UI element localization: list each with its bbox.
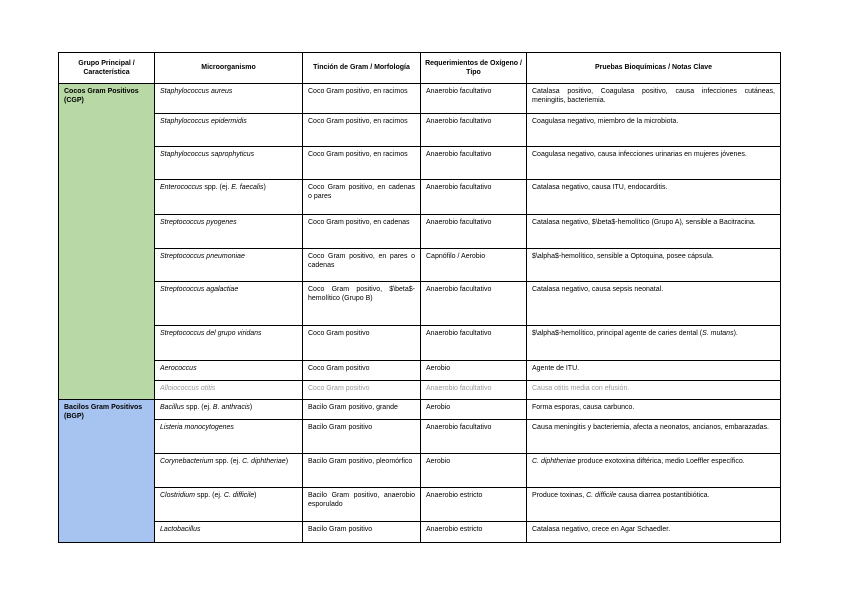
table-row xyxy=(59,114,781,147)
notes xyxy=(527,454,781,488)
notes: $\alpha$-hemolítico, sensible a Optoquina, posee cápsula. xyxy=(527,249,781,282)
oxygen-type: Anaerobio facultativo xyxy=(421,326,527,361)
oxygen-type: Anaerobio facultativo xyxy=(421,84,527,114)
notes: Forma esporas, causa carbunco. xyxy=(527,400,781,420)
organism-name xyxy=(155,400,303,420)
organism-name: Aerococcus xyxy=(155,361,303,381)
organism-close: ) xyxy=(249,404,253,411)
oxygen-type: Capnófilo / Aerobio xyxy=(421,249,527,282)
organism-close: ) xyxy=(285,458,289,465)
table-row xyxy=(59,180,781,215)
oxygen-type: Anaerobio facultativo xyxy=(421,282,527,326)
table-row xyxy=(59,420,781,454)
table-row xyxy=(59,147,781,180)
oxygen-type: Anaerobio facultativo xyxy=(421,147,527,180)
notes-species: C. diphtheriae xyxy=(532,458,576,465)
table-row xyxy=(59,361,781,381)
group-label-cgp: Cocos Gram Positivos (CGP) xyxy=(59,84,155,400)
organism-name: Lactobacillus xyxy=(155,522,303,543)
organism-spp: spp. (ej. xyxy=(184,404,213,411)
organism-name: Streptococcus pyogenes xyxy=(155,215,303,249)
table-row xyxy=(59,249,781,282)
notes: Coagulasa negativo, causa infecciones urinarias en mujeres jóvenes. xyxy=(527,147,781,180)
group-label-bgp: Bacilos Gram Positivos (BGP) xyxy=(59,400,155,543)
notes: Catalasa negativo, causa sepsis neonatal. xyxy=(527,282,781,326)
organism-genus: Enterococcus xyxy=(160,184,203,191)
organism-close: ) xyxy=(263,184,266,191)
table-row xyxy=(59,488,781,522)
gram-morphology: Bacilo Gram positivo xyxy=(303,420,421,454)
table-row xyxy=(59,326,781,361)
table-row xyxy=(59,522,781,543)
gram-morphology: Bacilo Gram positivo xyxy=(303,522,421,543)
notes xyxy=(527,488,781,522)
gram-morphology: Coco Gram positivo, en racimos xyxy=(303,114,421,147)
table-row xyxy=(59,215,781,249)
organism-name xyxy=(155,488,303,522)
gram-morphology: Coco Gram positivo xyxy=(303,326,421,361)
gram-morphology: Coco Gram positivo, en racimos xyxy=(303,147,421,180)
oxygen-type: Anaerobio facultativo xyxy=(421,381,527,400)
header-microorganism: Microorganismo xyxy=(155,53,303,84)
organism-name xyxy=(155,454,303,488)
oxygen-type: Aerobio xyxy=(421,454,527,488)
header-group: Grupo Principal / Característica xyxy=(59,53,155,84)
oxygen-type: Anaerobio facultativo xyxy=(421,215,527,249)
organism-name: Streptococcus agalactiae xyxy=(155,282,303,326)
notes: Agente de ITU. xyxy=(527,361,781,381)
notes: Causa meningitis y bacteriemia, afecta a neonatos, ancianos, embarazadas. xyxy=(527,420,781,454)
organism-spp: spp. (ej. xyxy=(213,458,243,465)
gram-morphology: Coco Gram positivo xyxy=(303,361,421,381)
notes: Catalasa negativo, $\beta$-hemolítico (Grupo A), sensible a Bacitracina. xyxy=(527,215,781,249)
notes-text: $\alpha$-hemolítico, principal agente de caries dental ( xyxy=(532,330,703,337)
organism-name xyxy=(155,180,303,215)
oxygen-type: Anaerobio estricto xyxy=(421,488,527,522)
notes-species: S. mutans xyxy=(702,330,734,337)
gram-morphology: Coco Gram positivo, en racimos xyxy=(303,84,421,114)
notes-species: C. difficile xyxy=(586,492,617,499)
organism-example: E. faecalis xyxy=(231,184,264,191)
gram-morphology: Bacilo Gram positivo, pleomórfico xyxy=(303,454,421,488)
oxygen-type: Aerobio xyxy=(421,400,527,420)
organism-name: Streptococcus pneumoniae xyxy=(155,249,303,282)
oxygen-type: Anaerobio estricto xyxy=(421,522,527,543)
notes: Coagulasa negativo, miembro de la microbiota. xyxy=(527,114,781,147)
gram-morphology: Coco Gram positivo xyxy=(303,381,421,400)
notes: Catalasa negativo, causa ITU, endocarditis. xyxy=(527,180,781,215)
organism-example: B. anthracis xyxy=(212,404,250,411)
gram-morphology: Coco Gram positivo, $\beta$-hemolítico (Grupo B) xyxy=(303,282,421,326)
table-row xyxy=(59,84,781,114)
organism-name: Staphylococcus saprophyticus xyxy=(155,147,303,180)
organism-genus: Bacillus xyxy=(160,404,185,411)
notes: Catalasa negativo, crece en Agar Schaedler. xyxy=(527,522,781,543)
organism-example: C. difficile xyxy=(223,492,255,499)
organism-spp: spp. (ej. xyxy=(202,184,232,191)
microorganism-table xyxy=(58,52,781,543)
oxygen-type: Anaerobio facultativo xyxy=(421,420,527,454)
organism-example: C. diphtheriae xyxy=(242,458,286,465)
gram-morphology: Coco Gram positivo, en cadenas xyxy=(303,215,421,249)
organism-spp: spp. (ej. xyxy=(195,492,224,499)
table-row xyxy=(59,381,781,400)
table-row xyxy=(59,454,781,488)
table-row xyxy=(59,282,781,326)
header-oxygen: Requerimientos de Oxígeno / Tipo xyxy=(421,53,527,84)
notes-text-end: ). xyxy=(733,330,738,337)
header-row xyxy=(59,53,781,84)
organism-name: Staphylococcus aureus xyxy=(155,84,303,114)
notes-text-end: produce exotoxina diftérica, medio Loeffler específico. xyxy=(575,458,745,465)
notes: Causa otitis media con efusión. xyxy=(527,381,781,400)
gram-morphology: Coco Gram positivo, en cadenas o pares xyxy=(303,180,421,215)
organism-name: Streptococcus del grupo viridans xyxy=(155,326,303,361)
notes-text-end: causa diarrea postantibiótica. xyxy=(616,492,710,499)
organism-name: Listeria monocytogenes xyxy=(155,420,303,454)
notes-text: Produce toxinas, xyxy=(532,492,587,499)
notes: Catalasa positivo, Coagulasa positivo, causa infecciones cutáneas, meningitis, bacteriemia. xyxy=(527,84,781,114)
gram-morphology: Bacilo Gram positivo, anaerobio esporulado xyxy=(303,488,421,522)
header-notes: Pruebas Bioquímicas / Notas Clave xyxy=(527,53,781,84)
oxygen-type: Aerobio xyxy=(421,361,527,381)
organism-genus: Corynebacterium xyxy=(160,458,214,465)
gram-morphology: Bacilo Gram positivo, grande xyxy=(303,400,421,420)
header-gram: Tinción de Gram / Morfología xyxy=(303,53,421,84)
notes xyxy=(527,326,781,361)
organism-name: Staphylococcus epidermidis xyxy=(155,114,303,147)
gram-morphology: Coco Gram positivo, en pares o cadenas xyxy=(303,249,421,282)
oxygen-type: Anaerobio facultativo xyxy=(421,180,527,215)
organism-name: Alloiococcus otitis xyxy=(155,381,303,400)
table-row xyxy=(59,400,781,420)
organism-close: ) xyxy=(254,492,257,499)
organism-genus: Clostridium xyxy=(160,492,196,499)
oxygen-type: Anaerobio facultativo xyxy=(421,114,527,147)
